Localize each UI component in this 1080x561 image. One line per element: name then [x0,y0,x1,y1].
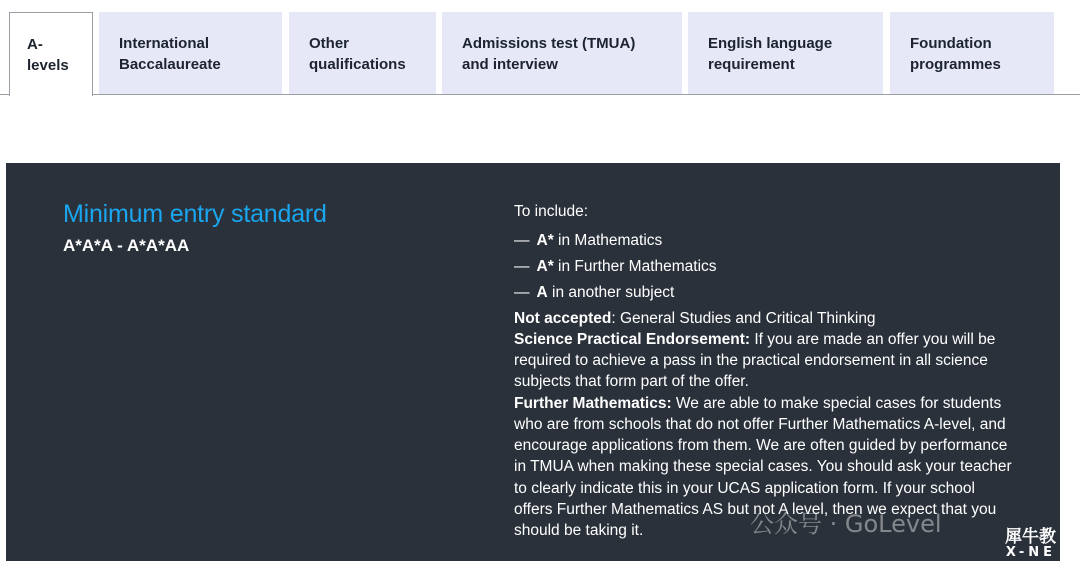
further-maths-text: We are able to make special cases for students who are from schools that do not offer Further Mathematics A-level, and encourage applications from them. We are often guided by performance in TMUA when making these special cases. You should ask your teacher to clearly indicate this in your UCAS application form. If your school offers Further Mathematics AS but not A level, then we expect that you should be taking it. [514,394,1012,539]
requirements-details [514,201,1014,541]
tab-label-line1: Admissions test (TMUA) [462,35,636,52]
subject-text: in Mathematics [553,232,663,250]
subject-list [514,230,1014,303]
grade-label: A* [536,232,554,250]
subject-text: in Further Mathematics [553,258,717,276]
tab-foundation-programmes[interactable] [890,12,1054,94]
tab-label-line1: Foundation [910,35,992,52]
tab-label-line2: requirement [708,56,795,73]
not-accepted-label: Not accepted [514,309,612,327]
tab-international-baccalaureate[interactable] [99,12,282,94]
tab-label-line1: A- [27,36,43,53]
tab-admissions-test[interactable] [442,12,682,94]
tab-label-line2: and interview [462,56,558,73]
tab-label-line1: International [119,35,210,52]
dash-marker: — [514,283,530,301]
science-practical-label: Science Practical Endorsement: [514,331,751,349]
not-accepted-text: : General Studies and Critical Thinking [611,309,876,327]
tab-a-levels[interactable] [9,12,93,96]
tab-label-line2: programmes [910,56,1001,73]
qualification-tabs [0,0,1080,96]
dash-marker: — [514,232,530,250]
tab-label-line2: levels [27,57,69,74]
grade-label: A* [536,258,554,276]
further-maths-note [514,393,1014,541]
grade-label: A [536,283,548,301]
list-item [514,230,1014,251]
panel-title: Minimum entry standard [63,200,327,228]
tab-label-line1: English language [708,35,833,52]
tab-english-language[interactable] [688,12,883,94]
tab-label-line2: qualifications [309,56,406,73]
tab-label-line2: Baccalaureate [119,56,221,73]
further-maths-label: Further Mathematics: [514,394,672,412]
dash-marker: — [514,258,530,276]
list-item [514,256,1014,277]
watermark-logo-text: X-NE [1005,545,1056,560]
to-include-label: To include: [514,203,589,220]
entry-requirements-panel [6,163,1060,561]
subject-text: in another subject [547,283,675,301]
list-item [514,282,1014,303]
watermark-text: 公众号 · GoLevel [750,510,942,538]
tab-divider [0,94,1080,95]
watermark-logo: 犀牛教 [1005,527,1056,547]
tab-label-line1: Other [309,35,350,52]
not-accepted-note [514,308,1014,329]
grade-requirement: A*A*A - A*A*AA [63,236,190,255]
science-practical-text: If you are made an offer you will be required to achieve a pass in the practical endorsement in all science subjects that form part of the offer. [514,331,996,391]
science-practical-note [514,329,1014,393]
tab-other-qualifications[interactable] [289,12,436,94]
